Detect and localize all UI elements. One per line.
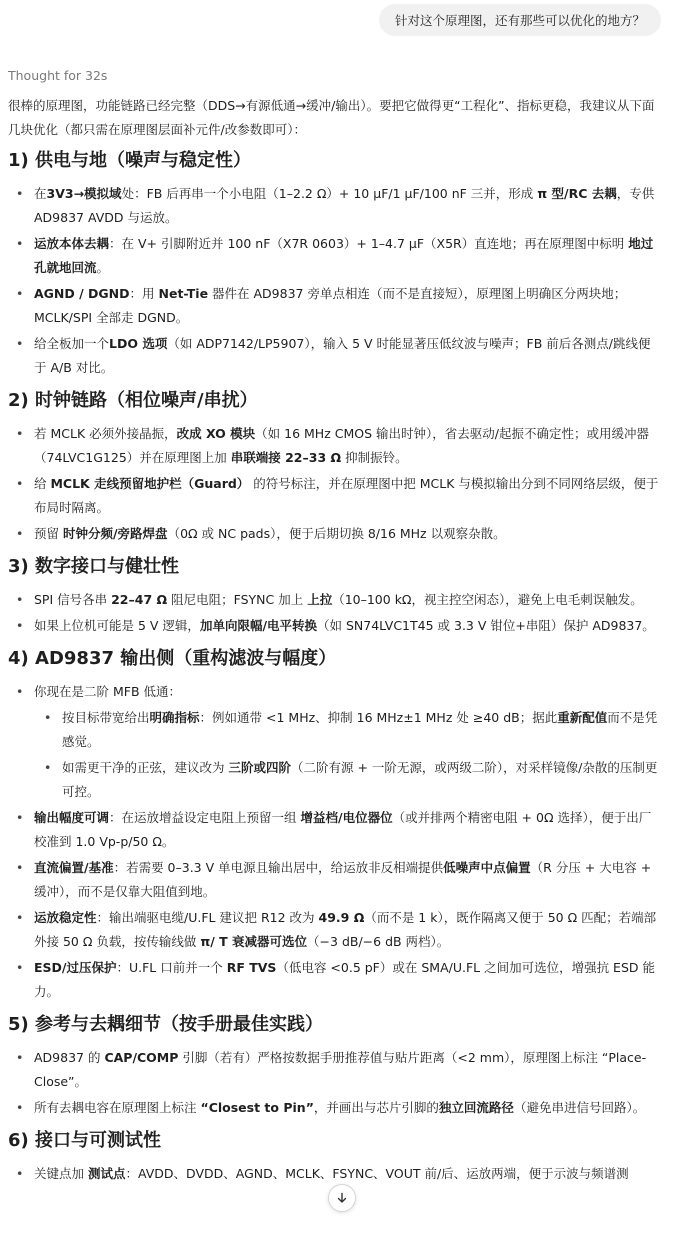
list-item: • 运放本体去耦：在 V+ 引脚附近并 100 nF（X7R 0603）+ 1–4.7 μF（X5R）直连地；再在原理图中标明 地过孔就地回流。 <box>8 232 660 280</box>
list-item: • SPI 信号各串 22–47 Ω 阻尼电阻；FSYNC 加上 上拉（10–100 kΩ，视主控空闲态），避免上电毛刺误触发。 <box>8 588 660 612</box>
section-heading-clock: 2) 时钟链路（相位噪声/串扰） <box>8 390 258 411</box>
section-list-clock <box>8 422 660 546</box>
intro-paragraph: 很棒的原理图，功能链路已经完整（DDS→有源低通→缓冲/输出）。要把它做得更“工程化”、指标更稳，我建议从下面几块优化（都只需在原理图层面补元件/改参数即可）： <box>8 98 655 137</box>
list-item: • 关键点加 测试点：AVDD、DVDD、AGND、MCLK、FSYNC、VOUT 前/后、运放两端，便于示波与频谱测 <box>8 1162 660 1186</box>
sub-list <box>34 706 660 804</box>
section-heading-reference: 5) 参考与去耦细节（按手册最佳实践） <box>8 1014 324 1035</box>
list-item: • 运放稳定性：输出端驱电缆/U.FL 建议把 R12 改为 49.9 Ω（而不是 1 k），既作隔离又便于 50 Ω 匹配；若端部外接 50 Ω 负载，按传输线做 π/ T 衰减器可选位（−3 dB/−6 dB 两档）。 <box>8 906 660 954</box>
user-message-bubble <box>379 4 661 36</box>
list-item: • 所有去耦电容在原理图上标注 “Closest to Pin”，并画出与芯片引脚的独立回流路径（避免串进信号回路）。 <box>8 1096 660 1120</box>
list-item: • 你现在是二阶 MFB 低通： • 按目标带宽给出明确指标：例如通带 <1 MHz、抑制 16 MHz±1 MHz 处 ≥40 dB；据此重新配值而不是凭感觉。 • 如需更干净的正弦，建议改为 三阶或四阶（二阶有源 + 一阶无源，或两级二阶），对采样镜像/杂散的压制更可控。 <box>8 680 660 804</box>
list-item: • AD9837 的 CAP/COMP 引脚（若有）严格按数据手册推荐值与贴片距离（<2 mm），原理图上标注 “Place-Close”。 <box>8 1046 660 1094</box>
list-item: • 在3V3→模拟域处：FB 后再串一个小电阻（1–2.2 Ω）+ 10 μF/1 μF/100 nF 三并，形成 π 型/RC 去耦，专供 AD9837 AVDD 与运放。 <box>8 182 660 230</box>
list-item: • 给 MCLK 走线预留地护栏（Guard） 的符号标注，并在原理图中把 MCLK 与模拟输出分到不同网络层级，便于布局时隔离。 <box>8 472 660 520</box>
section-list-reference <box>8 1046 660 1120</box>
section-list-output <box>8 680 660 1004</box>
assistant-response <box>8 66 660 1192</box>
section-list-interface <box>8 1162 660 1186</box>
thought-toggle[interactable]: Thought for 32s <box>8 68 108 83</box>
scroll-to-bottom-button[interactable] <box>328 1184 356 1212</box>
section-list-power <box>8 182 660 380</box>
arrow-down-icon <box>336 1192 348 1204</box>
list-item: • 如果上位机可能是 5 V 逻辑，加单向限幅/电平转换（如 SN74LVC1T45 或 3.3 V 钳位+串阻）保护 AD9837。 <box>8 614 660 638</box>
section-heading-interface: 6) 接口与可测试性 <box>8 1130 162 1151</box>
sub-list-item: • 按目标带宽给出明确指标：例如通带 <1 MHz、抑制 16 MHz±1 MHz 处 ≥40 dB；据此重新配值而不是凭感觉。 <box>34 706 660 754</box>
list-item: • 若 MCLK 必须外接晶振，改成 XO 模块（如 16 MHz CMOS 输出时钟），省去驱动/起振不确定性；或用缓冲器（74LVC1G125）并在原理图上加 串联端接 22–33 Ω 抑制振铃。 <box>8 422 660 470</box>
section-heading-output: 4) AD9837 输出侧（重构滤波与幅度） <box>8 648 337 669</box>
section-list-digital <box>8 588 660 638</box>
list-item: • AGND / DGND：用 Net-Tie 器件在 AD9837 旁单点相连（而不是直接短），原理图上明确区分两块地；MCLK/SPI 全部走 DGND。 <box>8 282 660 330</box>
user-message-text: 针对这个原理图，还有那些可以优化的地方？ <box>394 13 645 28</box>
section-heading-digital: 3) 数字接口与健壮性 <box>8 556 180 577</box>
section-heading-power: 1) 供电与地（噪声与稳定性） <box>8 150 252 171</box>
list-item: • 预留 时钟分频/旁路焊盘（0Ω 或 NC pads），便于后期切换 8/16 MHz 以观察杂散。 <box>8 522 660 546</box>
list-item: • 给全板加一个LDO 选项（如 ADP7142/LP5907），输入 5 V 时能显著压低纹波与噪声；FB 前后各测点/跳线便于 A/B 对比。 <box>8 332 660 380</box>
list-item: • 直流偏置/基准：若需要 0–3.3 V 单电源且输出居中，给运放非反相端提供低噪声中点偏置（R 分压 + 大电容 + 缓冲），而不是仅靠大阻值到地。 <box>8 856 660 904</box>
sub-list-item: • 如需更干净的正弦，建议改为 三阶或四阶（二阶有源 + 一阶无源，或两级二阶），对采样镜像/杂散的压制更可控。 <box>34 756 660 804</box>
list-item: • ESD/过压保护：U.FL 口前并一个 RF TVS（低电容 <0.5 pF）或在 SMA/U.FL 之间加可选位，增强抗 ESD 能力。 <box>8 956 660 1004</box>
list-item: • 输出幅度可调：在运放增益设定电阻上预留一组 增益档/电位器位（或并排两个精密电阻 + 0Ω 选择），便于出厂校准到 1.0 Vp-p/50 Ω。 <box>8 806 660 854</box>
